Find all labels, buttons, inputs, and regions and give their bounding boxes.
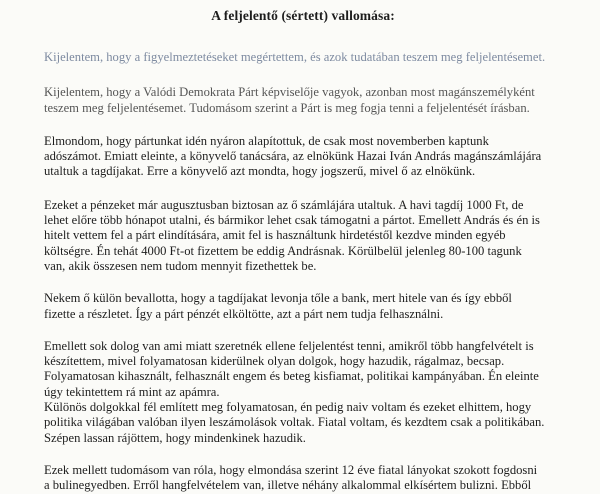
text-line: Emellett sok dolog van ami miatt szeretnék ellene feljelentést tenni, amikről több hangfelvételt is (44, 338, 534, 353)
text-line: Kijelentem, hogy a Valódi Demokrata Párt képviselője vagyok, azonban most magánszemélyként (44, 85, 535, 100)
paragraph-5 (44, 291, 562, 322)
paragraph-1 (44, 50, 562, 65)
text-line: politika világában valóban ilyen leszámolások voltak. Fiatal voltam, és kezdtem csak a politikában. (44, 415, 545, 430)
text-line: Nekem ő külön bevallotta, hogy a tagdíjakat levonja tőle a bank, mert hitele van és így ebből (44, 291, 512, 306)
text-line: hitelt vettem fel a párt elindítására, amit fel is használtunk hirdetéstől kezdve minden egyéb (44, 228, 506, 243)
paragraph-6 (44, 339, 562, 446)
text-line: költségre. Én tehát 4000 Ft-ot fizettem be eddig Andrásnak. Körülbelül jelenleg 80-100 tagunk (44, 243, 522, 258)
paragraph-3 (44, 134, 562, 180)
text-line: készítettem, mivel folyamatosan kiderülnek olyan dolgok, hogy hazudik, rágalmaz, becsap. (44, 354, 505, 369)
text-line: Elmondom, hogy pártunkat idén nyáron alapítottuk, de csak most novemberben kaptunk (44, 133, 489, 148)
paragraph-2 (44, 85, 562, 116)
text-line: utaltuk a tagdíjakat. Erre a könyvelő azt mondta, hogy jogszerű, mivel ő az elnökünk. (44, 164, 476, 179)
text-line: Kijelentem, hogy a figyelmeztetéseket megértettem, és azok tudatában teszem meg feljelentésemet. (44, 50, 546, 64)
text-line: fizette a részletet. Így a párt pénzét elköltötte, azt a párt nem tudja felhasználni. (44, 306, 444, 321)
text-line: úgy tekintettem rá mint az apámra. (44, 384, 220, 399)
text-line: Folyamatosan kihasznált, felhasznált engem és beteg kisfiamat, politikai kampányában. Én eleinte (44, 369, 539, 384)
paragraph-7 (44, 463, 562, 494)
text-line: a bulinegyedben. Erről hangfelvételem van, illetve néhány alkalommal elkísértem bulizni. Ebből (44, 478, 532, 493)
text-line: lehet előre több hónapot utalni, és bármikor lehet csak támogatni a pártot. Emellett András és én is (44, 213, 540, 228)
paragraph-4 (44, 198, 562, 274)
text-line: Ezek mellett tudomásom van róla, hogy elmondása szerint 12 éve fiatal lányokat szokott fogdosni (44, 462, 538, 477)
text-line: adószámot. Emiatt eleinte, a könyvelő tanácsára, az elnökünk Hazai Iván András magánszámlájára (44, 149, 542, 164)
text-line: Szépen lassan rájöttem, hogy mindenkinek hazudik. (44, 430, 306, 445)
text-line: van, akik összesen nem tudom mennyit fizethettek be. (44, 258, 317, 273)
text-line: teszem meg feljelentésemet. Tudomásom szerint a Párt is meg fogja tenni a feljelentését írásban. (44, 100, 530, 115)
text-line: Különös dolgokkal fél említett meg folyamatosan, én pedig naiv voltam és ezeket elhittem, hogy (44, 400, 532, 415)
document-title: A feljelentő (sértett) vallomása: (211, 8, 395, 23)
text-line: Ezeket a pénzeket már augusztusban biztosan az ő számlájára utaltuk. A havi tagdíj 1000 Ft, de (44, 197, 524, 212)
